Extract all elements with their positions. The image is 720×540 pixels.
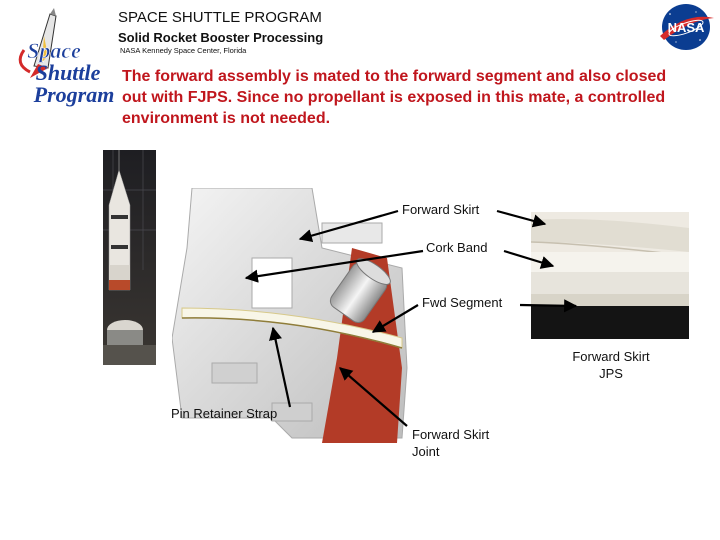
space-shuttle-program-logo <box>4 6 116 108</box>
joint-closeup-photo <box>531 212 689 339</box>
logo-text-program: Program <box>33 82 115 107</box>
nasa-logo <box>656 2 716 52</box>
label-forward-skirt-jps-line1: Forward Skirt <box>572 349 650 364</box>
label-cork-band: Cork Band <box>426 240 488 255</box>
label-pin-retainer-strap: Pin Retainer Strap <box>171 406 278 421</box>
logo-text-shuttle: Shuttle <box>35 60 101 85</box>
label-forward-skirt-jps-line2: JPS <box>599 366 623 381</box>
header-title: SPACE SHUTTLE PROGRAM <box>118 9 322 26</box>
header-location: NASA Kennedy Space Center, Florida <box>120 46 247 55</box>
forward-assembly-photo <box>103 150 156 365</box>
description-text: The forward assembly is mated to the forward segment and also closed out with FJPS. Since no propellant is exposed in this mate, a controlled environment is not needed. <box>122 68 667 127</box>
label-forward-skirt-joint-line2: Joint <box>412 444 440 459</box>
logo-text-space: Space <box>27 38 81 63</box>
label-fwd-segment: Fwd Segment <box>422 295 503 310</box>
label-forward-skirt: Forward Skirt <box>402 202 480 217</box>
nasa-logo-text: NASA <box>667 20 705 35</box>
header-subtitle: Solid Rocket Booster Processing <box>118 30 324 45</box>
label-forward-skirt-jps <box>556 348 666 382</box>
label-forward-skirt-joint-line1: Forward Skirt <box>412 427 490 442</box>
joint-cutaway-illustration <box>172 188 412 443</box>
label-forward-skirt-joint <box>412 426 489 460</box>
